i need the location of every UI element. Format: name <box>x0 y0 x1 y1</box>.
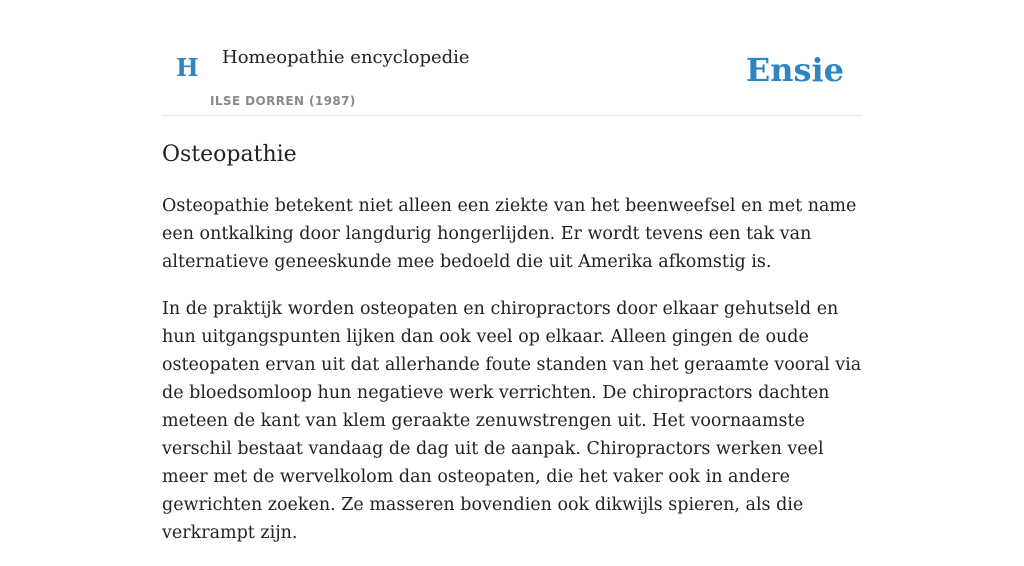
header <box>162 0 862 116</box>
book-title-link[interactable]: Homeopathie encyclopedie <box>222 47 470 68</box>
content-container <box>162 0 862 543</box>
article-title: Osteopathie <box>162 142 297 167</box>
article-body <box>162 192 862 566</box>
brand-logo[interactable]: Ensie <box>745 51 844 89</box>
book-letter-logo[interactable]: H <box>176 53 199 82</box>
article-paragraph-2: In de praktijk worden osteopaten en chiropractors door elkaar gehutseld en hun uitgangspunten lijken dan ook veel op elkaar. Alleen gingen de oude osteopaten ervan uit dat allerhande foute standen van het geraamte vooral via de bloedsomloop hun negatieve werk verrichten. De chiropractors dachten meteen de kant van klem geraakte zenuwstrengen uit. Het voornaamste verschil bestaat vandaag de dag uit de aanpak. Chiropractors werken veel meer met de wervelkolom dan osteopaten, die het vaker ook in andere gewrichten zoeken. Ze masseren bovendien ook dikwijls spieren, als die verkrampt zijn. <box>162 299 862 543</box>
book-author: ILSE DORREN (1987) <box>210 94 356 108</box>
article-paragraph-1: Osteopathie betekent niet alleen een ziekte van het beenweefsel en met name een ontkalking door langdurig hongerlijden. Er wordt tevens een tak van alternatieve geneeskunde mee bedoeld die uit Amerika afkomstig is. <box>162 196 857 272</box>
